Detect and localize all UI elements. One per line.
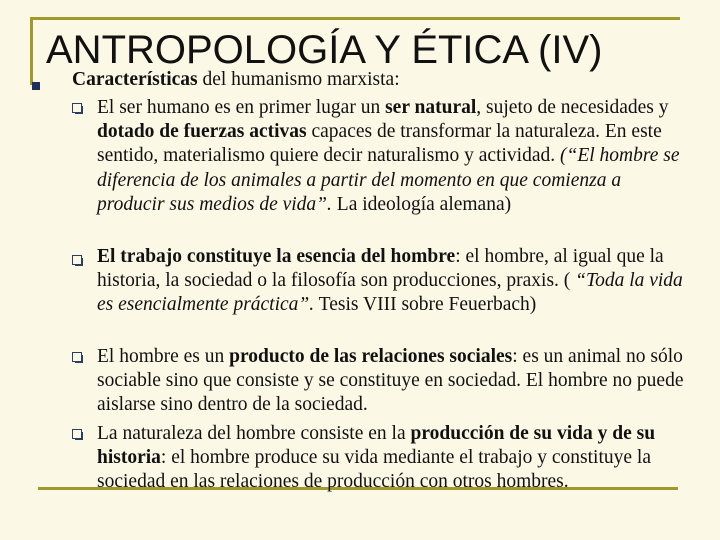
intro-text: del humanismo marxista: (197, 69, 400, 90)
hollow-square-bullet-icon (72, 255, 86, 269)
hollow-square-bullet-icon (72, 429, 86, 443)
hollow-square-bullet-icon (72, 103, 86, 117)
hollow-square-bullet-icon (72, 352, 86, 366)
list-item: El hombre es un producto de las relaciones sociales: es un animal no sólo sociable sino que consiste y se constituye en sociedad. El hombre no puede aislarse sino dentro de la sociedad. (97, 346, 684, 416)
slide-title: ANTROPOLOGÍA Y ÉTICA (IV) (46, 28, 603, 72)
square-bullet-icon (32, 82, 40, 90)
top-rule (30, 17, 680, 20)
intro-bold: Características (72, 69, 198, 90)
list-item: La naturaleza del hombre consiste en la producción de su vida y de su historia: el hombre produce su vida mediante el trabajo y constituye la sociedad en las relaciones de producción con otros hombres. (97, 423, 656, 493)
list-item: El trabajo constituye la esencia del hombre: el hombre, al igual que la historia, la sociedad o la filosofía son producciones, praxis. ( “Toda la vida es esencialmente práctica”. Tesis VIII sobre Feuerbach) (97, 246, 683, 316)
intro-line (72, 68, 692, 92)
list-item: El ser humano es en primer lugar un ser natural, sujeto de necesidades y dotado de fuerzas activas capaces de transformar la naturaleza. En este sentido, materialismo quiere decir naturalismo y actividad. (“El hombre se diferencia de los animales a partir del momento en que comienza a producir sus medios de vida”. La ideología alemana) (97, 97, 680, 215)
left-rule (30, 17, 33, 85)
